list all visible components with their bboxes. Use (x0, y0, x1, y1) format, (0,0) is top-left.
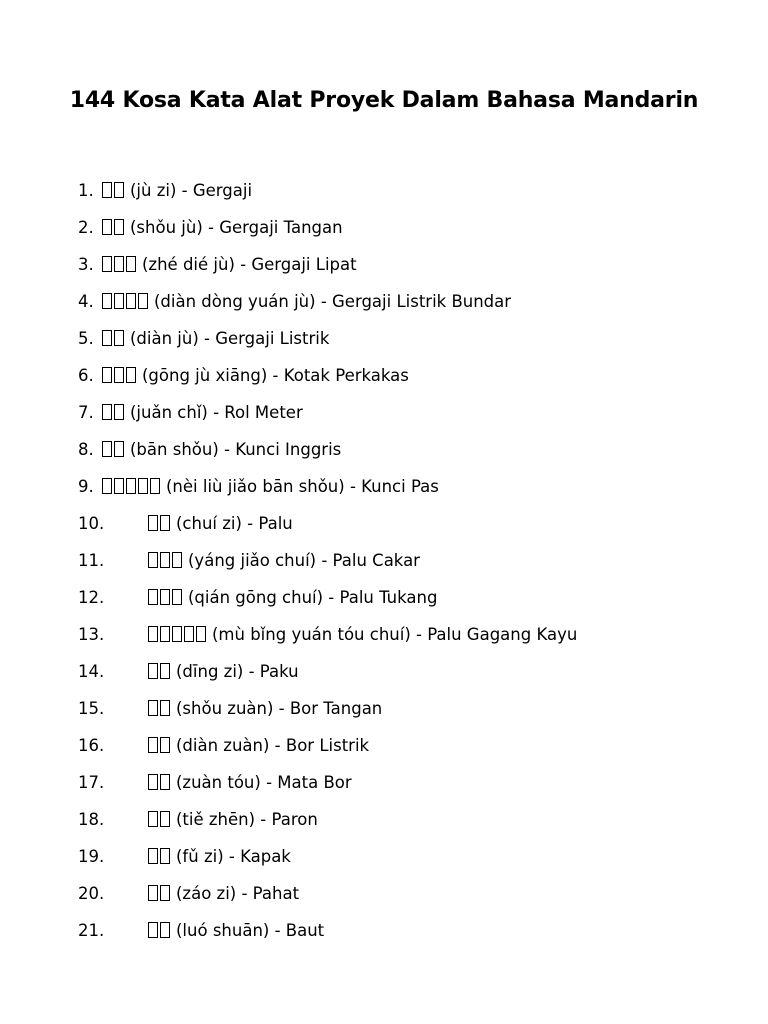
missing-glyph-box (160, 774, 170, 790)
item-number: 9. (78, 477, 94, 496)
missing-glyph-box (148, 626, 158, 642)
missing-glyph-box (148, 848, 158, 864)
item-text: (gōng jù xiāng) - Kotak Perkakas (142, 366, 409, 385)
list-item (78, 209, 577, 246)
item-text: (zuàn tóu) - Mata Bor (176, 773, 352, 792)
hanzi-placeholder-glyphs (148, 847, 172, 866)
item-text: (chuí zi) - Palu (176, 514, 293, 533)
missing-glyph-box (148, 811, 158, 827)
list-item (78, 875, 577, 912)
missing-glyph-box (148, 552, 158, 568)
missing-glyph-box (102, 219, 112, 235)
item-number: 20. (78, 884, 105, 903)
item-text: (záo zi) - Pahat (176, 884, 300, 903)
item-number: 5. (78, 329, 94, 348)
missing-glyph-box (114, 441, 124, 457)
missing-glyph-box (148, 885, 158, 901)
item-number: 7. (78, 403, 94, 422)
item-text: (diàn jù) - Gergaji Listrik (130, 329, 330, 348)
missing-glyph-box (160, 626, 170, 642)
missing-glyph-box (196, 626, 206, 642)
list-item (78, 357, 577, 394)
missing-glyph-box (150, 478, 160, 494)
list-item (78, 283, 577, 320)
missing-glyph-box (148, 774, 158, 790)
item-text: (dīng zi) - Paku (176, 662, 299, 681)
hanzi-placeholder-glyphs (102, 218, 126, 237)
item-number: 14. (78, 662, 105, 681)
missing-glyph-box (102, 367, 112, 383)
missing-glyph-box (148, 922, 158, 938)
list-item (78, 172, 577, 209)
hanzi-placeholder-glyphs (148, 921, 172, 940)
hanzi-placeholder-glyphs (148, 736, 172, 755)
item-text: (juǎn chǐ) - Rol Meter (130, 403, 303, 422)
item-text: (mù bǐng yuán tóu chuí) - Palu Gagang Kayu (212, 625, 578, 644)
missing-glyph-box (114, 367, 124, 383)
missing-glyph-box (114, 182, 124, 198)
missing-glyph-box (172, 589, 182, 605)
list-item (78, 838, 577, 875)
hanzi-placeholder-glyphs (102, 366, 138, 385)
list-item (78, 468, 577, 505)
item-text: (shǒu jù) - Gergaji Tangan (130, 218, 343, 237)
hanzi-placeholder-glyphs (148, 773, 172, 792)
missing-glyph-box (114, 219, 124, 235)
missing-glyph-box (172, 626, 182, 642)
missing-glyph-box (102, 404, 112, 420)
missing-glyph-box (148, 589, 158, 605)
missing-glyph-box (102, 182, 112, 198)
list-item (78, 542, 577, 579)
list-item (78, 320, 577, 357)
list-item (78, 690, 577, 727)
missing-glyph-box (102, 256, 112, 272)
item-text: (shǒu zuàn) - Bor Tangan (176, 699, 383, 718)
hanzi-placeholder-glyphs (102, 255, 138, 274)
item-number: 17. (78, 773, 105, 792)
missing-glyph-box (138, 293, 148, 309)
item-number: 18. (78, 810, 105, 829)
item-text: (diàn zuàn) - Bor Listrik (176, 736, 370, 755)
item-number: 1. (78, 181, 94, 200)
missing-glyph-box (114, 256, 124, 272)
item-text: (jù zi) - Gergaji (130, 181, 253, 200)
missing-glyph-box (126, 478, 136, 494)
item-text: (fǔ zi) - Kapak (176, 847, 291, 866)
missing-glyph-box (160, 589, 170, 605)
missing-glyph-box (148, 737, 158, 753)
missing-glyph-box (114, 404, 124, 420)
missing-glyph-box (160, 515, 170, 531)
list-item (78, 394, 577, 431)
hanzi-placeholder-glyphs (102, 403, 126, 422)
item-text: (tiě zhēn) - Paron (176, 810, 318, 829)
missing-glyph-box (102, 441, 112, 457)
item-text: (bān shǒu) - Kunci Inggris (130, 440, 342, 459)
missing-glyph-box (102, 330, 112, 346)
missing-glyph-box (126, 256, 136, 272)
item-number: 19. (78, 847, 105, 866)
hanzi-placeholder-glyphs (148, 514, 172, 533)
missing-glyph-box (148, 515, 158, 531)
list-item (78, 616, 577, 653)
page-title: 144 Kosa Kata Alat Proyek Dalam Bahasa Mandarin (69, 88, 699, 113)
hanzi-placeholder-glyphs (148, 551, 184, 570)
list-item (78, 246, 577, 283)
hanzi-placeholder-glyphs (102, 440, 126, 459)
list-item (78, 505, 577, 542)
hanzi-placeholder-glyphs (148, 588, 184, 607)
hanzi-placeholder-glyphs (148, 884, 172, 903)
vocab-list (78, 172, 577, 949)
item-number: 8. (78, 440, 94, 459)
item-text: (yáng jiǎo chuí) - Palu Cakar (188, 551, 420, 570)
item-text: (qián gōng chuí) - Palu Tukang (188, 588, 438, 607)
list-item (78, 764, 577, 801)
item-number: 3. (78, 255, 94, 274)
missing-glyph-box (160, 811, 170, 827)
item-number: 11. (78, 551, 105, 570)
item-number: 16. (78, 736, 105, 755)
hanzi-placeholder-glyphs (148, 699, 172, 718)
item-number: 6. (78, 366, 94, 385)
item-text: (zhé dié jù) - Gergaji Lipat (142, 255, 357, 274)
missing-glyph-box (160, 848, 170, 864)
item-number: 13. (78, 625, 105, 644)
missing-glyph-box (172, 552, 182, 568)
missing-glyph-box (160, 922, 170, 938)
item-text: (nèi liù jiǎo bān shǒu) - Kunci Pas (166, 477, 439, 496)
missing-glyph-box (114, 478, 124, 494)
list-item (78, 653, 577, 690)
item-number: 12. (78, 588, 105, 607)
item-number: 21. (78, 921, 105, 940)
item-text: (luó shuān) - Baut (176, 921, 325, 940)
missing-glyph-box (126, 367, 136, 383)
missing-glyph-box (160, 663, 170, 679)
item-number: 15. (78, 699, 105, 718)
missing-glyph-box (126, 293, 136, 309)
item-number: 10. (78, 514, 105, 533)
missing-glyph-box (114, 330, 124, 346)
hanzi-placeholder-glyphs (102, 181, 126, 200)
missing-glyph-box (160, 700, 170, 716)
missing-glyph-box (160, 885, 170, 901)
missing-glyph-box (184, 626, 194, 642)
list-item (78, 431, 577, 468)
list-item (78, 912, 577, 949)
missing-glyph-box (102, 478, 112, 494)
missing-glyph-box (148, 700, 158, 716)
hanzi-placeholder-glyphs (102, 329, 126, 348)
hanzi-placeholder-glyphs (148, 810, 172, 829)
hanzi-placeholder-glyphs (102, 292, 150, 311)
missing-glyph-box (114, 293, 124, 309)
item-number: 2. (78, 218, 94, 237)
hanzi-placeholder-glyphs (148, 662, 172, 681)
list-item (78, 727, 577, 764)
missing-glyph-box (138, 478, 148, 494)
list-item (78, 801, 577, 838)
item-text: (diàn dòng yuán jù) - Gergaji Listrik Bundar (154, 292, 512, 311)
hanzi-placeholder-glyphs (148, 625, 208, 644)
missing-glyph-box (160, 737, 170, 753)
item-number: 4. (78, 292, 94, 311)
missing-glyph-box (102, 293, 112, 309)
list-item (78, 579, 577, 616)
hanzi-placeholder-glyphs (102, 477, 162, 496)
missing-glyph-box (160, 552, 170, 568)
missing-glyph-box (148, 663, 158, 679)
